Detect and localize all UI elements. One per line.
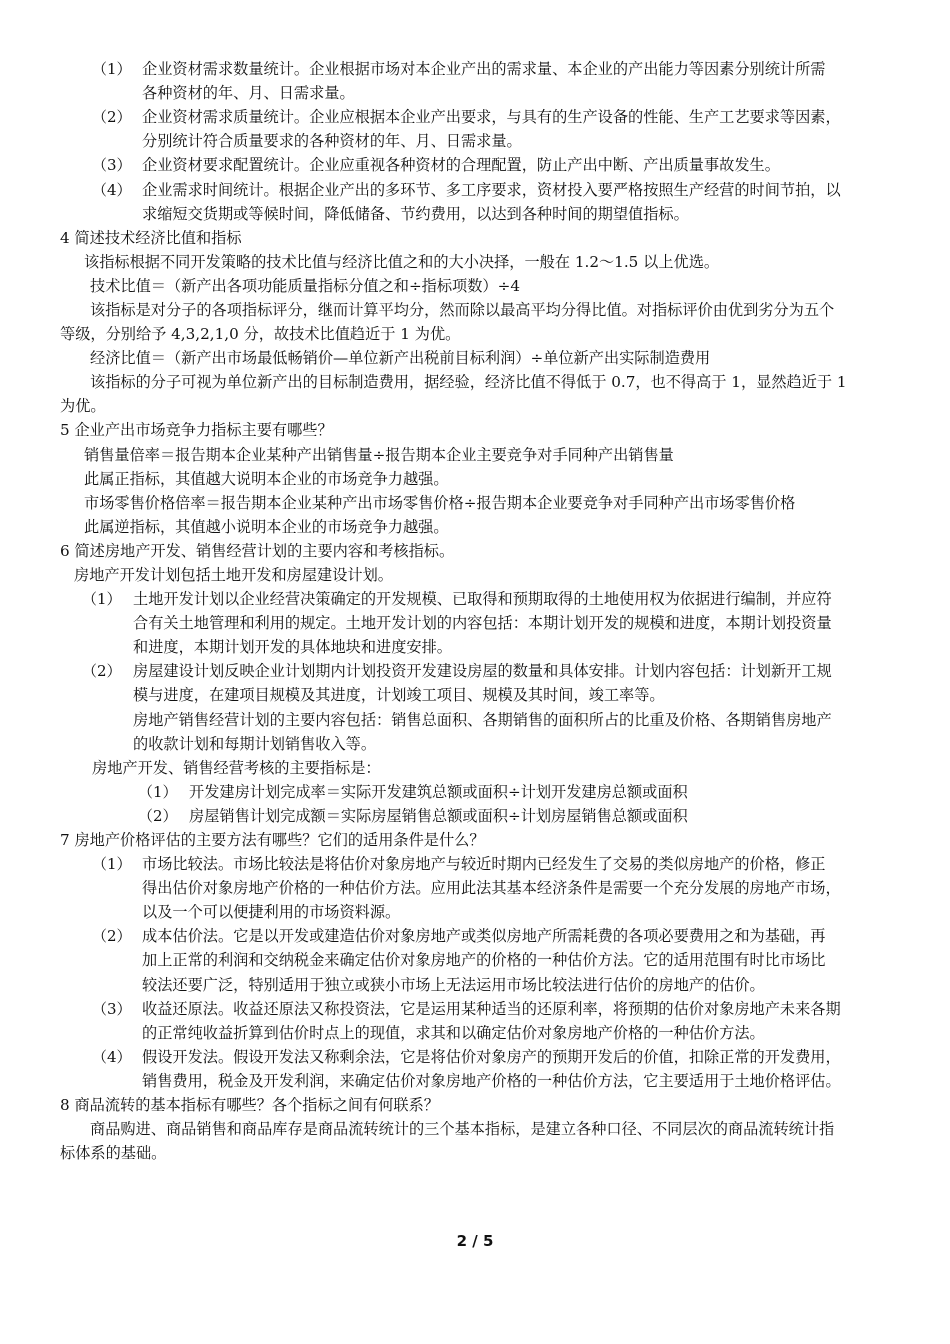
section-heading: 5 企业产出市场竞争力指标主要有哪些？	[60, 421, 333, 439]
list-number: （1）	[92, 855, 132, 873]
paragraph-line: 该指标是对分子的各项指标评分，继而计算平均分，然而除以最高平均分得比值。对指标评价由优到劣分为五个	[90, 301, 835, 319]
list-item-text: 成本估价法。它是以开发或建造估价对象房地产或类似房地产所需耗费的各项必要费用之和为基础，再	[142, 927, 826, 945]
list-number: （2）	[92, 927, 132, 945]
list-number: （3）	[92, 1000, 132, 1018]
list-number: （4）	[92, 1048, 132, 1066]
list-number: （2）	[92, 108, 132, 126]
list-number: （1）	[92, 60, 132, 78]
list-number: （3）	[92, 156, 132, 174]
section-heading: 4 简述技术经济比值和指标	[60, 229, 242, 247]
list-item-text: 各种资材的年、月、日需求量。	[142, 84, 355, 102]
formula-line: 技术比值＝（新产出各项功能质量指标分值之和÷指标项数）÷4	[90, 277, 520, 295]
paragraph-line: 房地产开发、销售经营考核的主要指标是：	[92, 759, 381, 777]
paragraph-line: 房地产开发计划包括土地开发和房屋建设计划。	[74, 566, 393, 584]
paragraph-line: 商品购进、商品销售和商品库存是商品流转统计的三个基本指标，是建立各种口径、不同层次的商品流转统计指	[90, 1120, 835, 1138]
list-item-text: 的收款计划和每期计划销售收入等。	[133, 735, 376, 753]
list-number: （4）	[92, 181, 132, 199]
list-item-text: 合有关土地管理和利用的规定。土地开发计划的内容包括：本期计划开发的规模和进度，本期计划投资量	[133, 614, 832, 632]
list-item-text: 得出估价对象房地产价格的一种估价方法。应用此法其基本经济条件是需要一个充分发展的房地产市场，	[142, 879, 841, 897]
formula-line: 经济比值＝（新产出市场最低畅销价—单位新产出税前目标利润）÷单位新产出实际制造费用	[90, 349, 711, 367]
list-item-text: 的正常纯收益折算到估价时点上的现值，求其和以确定估价对象房地产价格的一种估价方法。	[142, 1024, 765, 1042]
formula-line: 市场零售价格倍率＝报告期本企业某种产出市场零售价格÷报告期本企业要竞争对手同种产出市场零售价格	[84, 494, 796, 512]
list-item-text: 模与进度，在建项目规模及其进度，计划竣工项目、规模及其时间，竣工率等。	[133, 686, 665, 704]
list-item-text: 房屋建设计划反映企业计划期内计划投资开发建设房屋的数量和具体安排。计划内容包括：计划新开工规	[133, 662, 832, 680]
list-item-text: 土地开发计划以企业经营决策确定的开发规模、已取得和预期取得的土地使用权为依据进行编制，并应符	[133, 590, 832, 608]
list-item-text: 企业需求时间统计。根据企业产出的多环节、多工序要求，资材投入要严格按照生产经营的时间节拍，以	[142, 181, 841, 199]
paragraph-line: 等级，分别给予 4,3,2,1,0 分，故技术比值趋近于 1 为优。	[60, 325, 461, 343]
paragraph-line: 标体系的基础。	[60, 1144, 167, 1162]
paragraph-line: 该指标根据不同开发策略的技术比值与经济比值之和的大小决择，一般在 1.2～1.5 以上优选。	[84, 253, 720, 271]
formula-line: 销售量倍率＝报告期本企业某种产出销售量÷报告期本企业主要竞争对手同种产出销售量	[84, 446, 674, 464]
list-item-text: 房地产销售经营计划的主要内容包括：销售总面积、各期销售的面积所占的比重及价格、各期销售房地产	[133, 711, 832, 729]
list-item-text: 收益还原法。收益还原法又称投资法，它是运用某种适当的还原利率，将预期的估价对象房地产未来各期	[142, 1000, 841, 1018]
formula-line: 开发建房计划完成率＝实际开发建筑总额或面积÷计划开发建房总额或面积	[189, 783, 688, 801]
section-heading: 7 房地产价格评估的主要方法有哪些？它们的适用条件是什么？	[60, 831, 485, 849]
paragraph-line: 为优。	[60, 397, 106, 415]
paragraph-line: 此属逆指标，其值越小说明本企业的市场竞争力越强。	[84, 518, 449, 536]
formula-line: 房屋销售计划完成额＝实际房屋销售总额或面积÷计划房屋销售总额或面积	[189, 807, 688, 825]
list-item-text: 企业资材要求配置统计。企业应重视各种资材的合理配置，防止产出中断、产出质量事故发生。	[142, 156, 780, 174]
list-item-text: 求缩短交货期或等候时间，降低储备、节约费用，以达到各种时间的期望值指标。	[142, 205, 689, 223]
section-heading: 6 简述房地产开发、销售经营计划的主要内容和考核指标。	[60, 542, 455, 560]
list-item-text: 假设开发法。假设开发法又称剩余法，它是将估价对象房产的预期开发后的价值，扣除正常的开发费用，	[142, 1048, 841, 1066]
list-item-text: 以及一个可以便捷利用的市场资料源。	[142, 903, 401, 921]
paragraph-line: 此属正指标，其值越大说明本企业的市场竞争力越强。	[84, 470, 449, 488]
list-number: （1）	[82, 590, 122, 608]
list-item-text: 企业资材需求数量统计。企业根据市场对本企业产出的需求量、本企业的产出能力等因素分别统计所需	[142, 60, 826, 78]
list-item-text: 分别统计符合质量要求的各种资材的年、月、日需求量。	[142, 132, 522, 150]
list-number: （2）	[82, 662, 122, 680]
list-number: （2）	[138, 807, 178, 825]
paragraph-line: 该指标的分子可视为单位新产出的目标制造费用，据经验，经济比值不得低于 0.7，也不得高于 1，显然趋近于 1	[90, 373, 847, 391]
page-number: 2 / 5	[456, 1232, 494, 1250]
section-heading: 8 商品流转的基本指标有哪些？各个指标之间有何联系？	[60, 1096, 439, 1114]
list-item-text: 销售费用，税金及开发利润，来确定估价对象房地产价格的一种估价方法，它主要适用于土地价格评估。	[142, 1072, 841, 1090]
list-item-text: 和进度，本期计划开发的具体地块和进度安排。	[133, 638, 452, 656]
list-item-text: 市场比较法。市场比较法是将估价对象房地产与较近时期内已经发生了交易的类似房地产的价格，修正	[142, 855, 826, 873]
list-item-text: 加上正常的利润和交纳税金来确定估价对象房地产的价格的一种估价方法。它的适用范围有时比市场比	[142, 951, 826, 969]
list-item-text: 企业资材需求质量统计。企业应根据本企业产出要求，与具有的生产设备的性能、生产工艺要求等因素，	[142, 108, 841, 126]
list-item-text: 较法还要广泛，特别适用于独立或狭小市场上无法运用市场比较法进行估价的房地产的估价。	[142, 976, 765, 994]
list-number: （1）	[138, 783, 178, 801]
